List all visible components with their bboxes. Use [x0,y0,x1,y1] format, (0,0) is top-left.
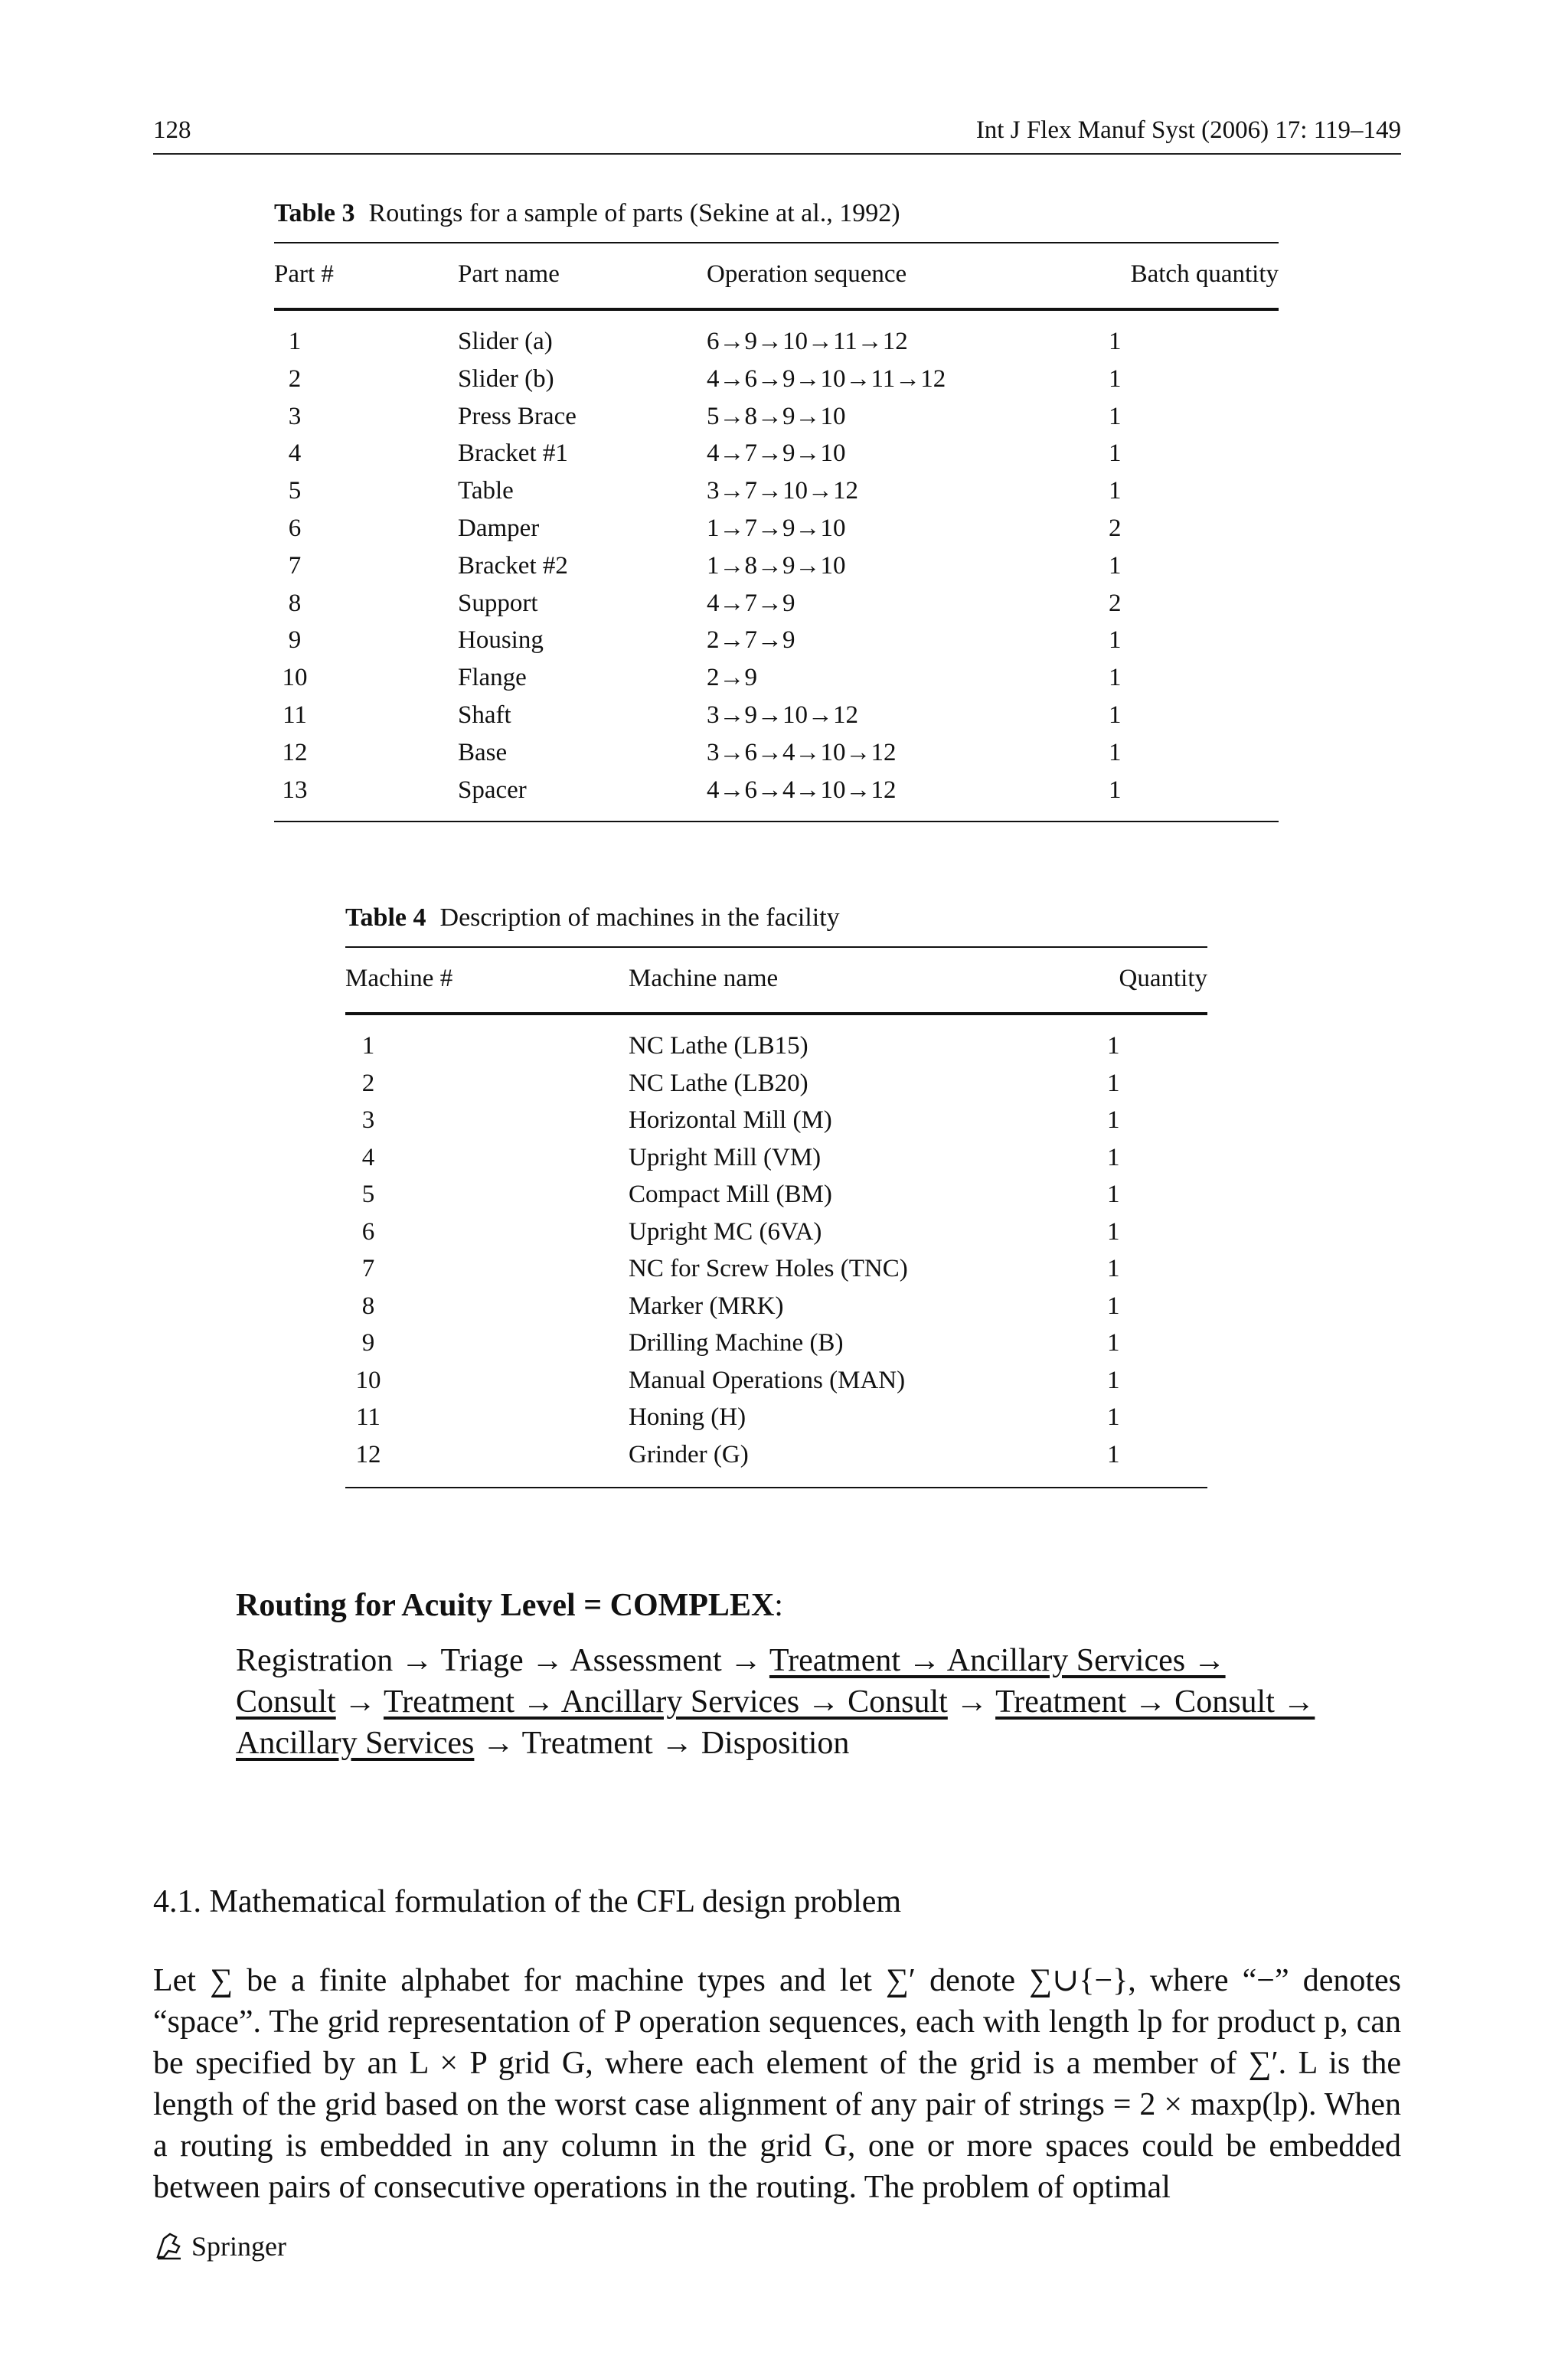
table-row [345,1181,1207,1217]
table-cell: Drilling Machine (B) [629,1329,844,1357]
publisher-footer [153,2229,286,2263]
table-4-caption [345,903,840,933]
table-cell: Horizontal Mill (M) [629,1106,832,1134]
routing-loop-segment: Treatment → Consult → Ancillary Services [236,1684,1315,1761]
routing-segment: → Treatment → Disposition [474,1726,850,1761]
table-row [274,365,1279,402]
table-bottom-rule [274,821,1279,822]
table-row [345,1367,1207,1403]
table-cell: 4→7→9→10 [707,439,846,468]
routing-title [236,1585,1323,1626]
table-cell: 9 [288,626,302,655]
table-cell: 1 [1109,328,1122,355]
column-header: Quantity [1119,965,1207,992]
table-cell: 1 [361,1032,375,1060]
table-cell: Press Brace [458,402,577,430]
table-row [274,701,1279,738]
table-cell: 9 [361,1329,375,1357]
column-header: Machine # [345,965,453,992]
table-cell: 2 [1109,589,1122,617]
table-cell: Upright Mill (VM) [629,1143,822,1171]
table-cell: 3 [361,1106,375,1134]
table-cell: 11 [356,1403,381,1431]
table-cell: 5→8→9→10 [707,402,846,430]
table-row [345,1255,1207,1292]
table-cell: NC Lathe (LB15) [629,1032,808,1060]
routing-segment: → [947,1684,996,1720]
table-3 [274,199,1279,827]
body-paragraph [153,1960,1401,2208]
table-cell: Compact Mill (BM) [629,1181,832,1208]
table-cell: Manual Operations (MAN) [629,1366,906,1394]
table-cell: 1 [1107,1181,1120,1208]
table-row [274,739,1279,776]
table-3-label: Table 3 [274,199,355,227]
column-header: Operation sequence [707,260,907,288]
table-cell: 12 [282,738,308,766]
column-header: Batch quantity [1130,260,1279,288]
table-cell: Bracket #1 [458,439,568,468]
table-header-rule [345,1012,1207,1015]
routing-title-text: Routing for Acuity Level = COMPLEX [236,1588,775,1623]
table-row [274,514,1279,551]
table-cell: 1 [1109,701,1122,729]
table-cell: 1 [1107,1069,1120,1097]
table-cell: 1 [1109,439,1122,468]
table-bottom-rule [345,1487,1207,1488]
routing-title-colon: : [774,1588,783,1623]
table-cell: 5 [288,477,302,505]
table-cell: Honing (H) [629,1403,746,1431]
table-cell: 7 [288,551,302,580]
table-cell: Grinder (G) [629,1440,749,1468]
table-row [345,1070,1207,1106]
table-cell: 1 [1109,364,1122,393]
table-row [274,590,1279,626]
table-cell: Upright MC (6VA) [629,1217,822,1246]
routing-loop-segment: Treatment → Ancillary Services → Consult [236,1643,1226,1720]
table-cell: 1 [1107,1440,1120,1468]
table-cell: Bracket #2 [458,551,568,580]
routing-block [236,1585,1323,1764]
table-top-rule [274,242,1279,243]
table-cell: Base [458,738,508,766]
table-cell: 1 [1107,1403,1120,1431]
table-cell: 6 [361,1217,375,1246]
table-cell: Support [458,589,538,617]
table-cell: 13 [282,776,308,804]
routing-sequence [236,1640,1323,1764]
section-heading: 4.1. Mathematical formulation of the CFL design problem [153,1884,902,1919]
table-row [345,1329,1207,1366]
table-row [345,1106,1207,1143]
routing-segment: → [335,1684,384,1720]
table-row [274,403,1279,439]
table-cell: 1 [1109,664,1122,692]
column-header: Part # [274,260,334,288]
journal-reference: Int J Flex Manuf Syst (2006) 17: 119–149 [975,116,1401,144]
table-cell: 2 [288,364,302,393]
table-cell: Flange [458,664,527,692]
table-cell: 3→9→10→12 [707,701,858,729]
table-row [274,664,1279,701]
routing-loop-segment: Treatment → Ancillary Services → Consult [383,1684,948,1720]
table-row [274,477,1279,514]
table-cell: 1 [1109,551,1122,580]
table-cell: 11 [283,701,307,729]
table-row [345,1032,1207,1069]
table-cell: Slider (b) [458,364,554,393]
table-cell: 12 [355,1440,381,1468]
table-cell: 1 [288,328,302,355]
table-cell: 5 [361,1181,375,1208]
table-row [274,626,1279,663]
table-cell: Slider (a) [458,328,553,355]
table-cell: 1 [1107,1329,1120,1357]
table-cell: Housing [458,626,544,655]
table-cell: 1 [1109,477,1122,505]
table-4 [345,903,1207,1493]
table-header-row [345,965,1207,1001]
table-cell: 8 [361,1292,375,1320]
table-cell: 1 [1107,1217,1120,1246]
table-4-label: Table 4 [345,903,426,932]
table-cell: Marker (MRK) [629,1292,784,1320]
table-header-rule [274,308,1279,311]
running-header [153,116,1401,155]
table-row [345,1218,1207,1255]
table-3-caption-text: Routings for a sample of parts (Sekine at al., 1992) [368,199,900,227]
table-cell: 7 [361,1255,375,1282]
table-cell: 1 [1107,1292,1120,1320]
table-row [274,552,1279,589]
table-cell: 1 [1109,402,1122,430]
table-row [345,1292,1207,1329]
publisher-name: Springer [191,2231,286,2262]
table-cell: 10 [355,1366,381,1394]
table-cell: 8 [288,589,302,617]
table-cell: 4 [361,1143,375,1171]
table-cell: NC Lathe (LB20) [629,1069,808,1097]
table-cell: NC for Screw Holes (TNC) [629,1255,908,1282]
table-cell: 1 [1109,626,1122,655]
table-row [345,1144,1207,1181]
table-cell: Shaft [458,701,511,729]
table-row [345,1403,1207,1440]
table-cell: 10 [282,664,308,692]
table-cell: 1→7→9→10 [707,514,846,542]
table-cell: 4→6→9→10→11→12 [707,364,946,393]
table-cell: 1 [1107,1032,1120,1060]
table-row [345,1441,1207,1478]
table-cell: 1 [1109,776,1122,804]
column-header: Part name [458,260,560,288]
table-cell: 4→7→9 [707,589,795,617]
table-cell: 4→6→4→10→12 [707,776,897,804]
springer-horse-icon [153,2229,187,2263]
table-cell: 6→9→10→11→12 [707,328,908,355]
table-cell: 1 [1109,738,1122,766]
table-cell: 2 [1109,514,1122,542]
table-cell: 2→7→9 [707,626,795,655]
table-cell: Damper [458,514,540,542]
table-cell: 1→8→9→10 [707,551,846,580]
table-cell: 6 [288,514,302,542]
table-row [274,776,1279,813]
table-cell: Table [458,477,514,505]
table-cell: 1 [1107,1143,1120,1171]
table-3-caption [274,199,900,228]
table-cell: 2 [361,1069,375,1097]
table-row [274,439,1279,476]
table-cell: 3→6→4→10→12 [707,738,897,766]
column-header: Machine name [629,965,779,992]
table-cell: 3→7→10→12 [707,477,858,505]
routing-segment: Registration → Triage → Assessment → [236,1643,769,1678]
table-cell: 1 [1107,1255,1120,1282]
table-header-row [274,260,1279,297]
table-top-rule [345,946,1207,948]
table-cell: 1 [1107,1366,1120,1394]
table-cell: 4 [288,439,302,468]
table-cell: Spacer [458,776,527,804]
table-cell: 2→9 [707,664,757,692]
table-row [274,328,1279,364]
paragraph-text: Let ∑ be a finite alphabet for machine types and let ∑′ denote ∑∪{−}, where “−” denotes “space”. The grid representation of P operation sequences, each with length lp for product p, can be specified by an L × P grid G, where each element of the grid is a member of ∑′. L is the length of the grid based on the worst case alignment of any pair of strings = 2 × maxp(lp). When a routing is embedded in any column in the grid G, one or more spaces could be embedded between pairs of consecutive operations in the routing. The problem of optimal [153,1963,1401,2205]
page-number: 128 [153,116,191,144]
table-4-caption-text: Description of machines in the facility [439,903,840,932]
table-cell: 3 [288,402,302,430]
table-cell: 1 [1107,1106,1120,1134]
